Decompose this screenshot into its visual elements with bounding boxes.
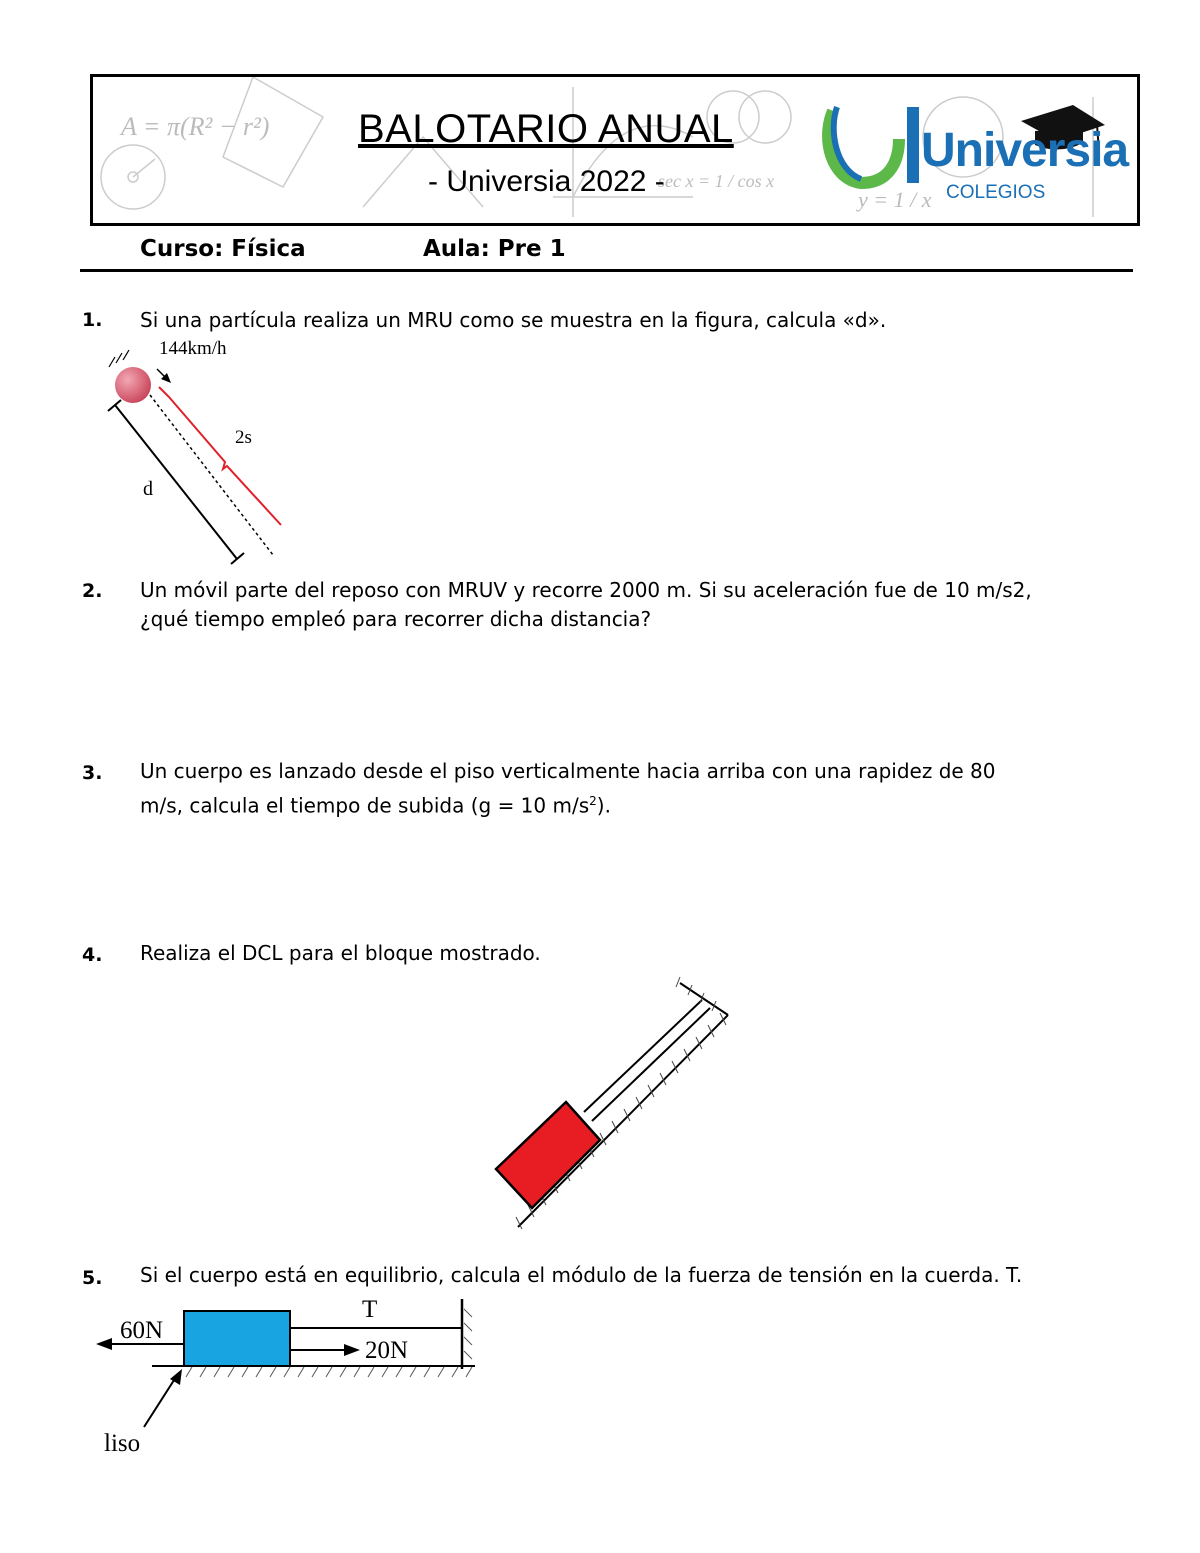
blue-block [184, 1311, 290, 1366]
time-label: 2s [235, 427, 252, 448]
question-3-text-line1: Un cuerpo es lanzado desde el piso verticalmente hacia arriba con una rapidez de 80 [140, 759, 996, 783]
question-2-number: 2. [82, 580, 103, 602]
particle-ball [115, 367, 151, 403]
logo-subtitle: COLEGIOS [946, 182, 1046, 203]
time-bracket [159, 387, 281, 525]
decor-formula-sec: sec x = 1 / cos x [658, 171, 775, 191]
question-3-text-line2 [140, 786, 611, 821]
question-5-text: Si el cuerpo está en equilibrio, calcula el módulo de la fuerza de tensión en la cuerda. T. [140, 1263, 1023, 1287]
label-liso: liso [104, 1430, 141, 1457]
motion-lines-icon [109, 350, 129, 367]
decor-formula-y: y = 1 / x [858, 187, 932, 212]
question-2-text-line2: ¿qué tiempo empleó para recorrer dicha distancia? [140, 607, 652, 631]
speed-label: 144km/h [159, 338, 227, 359]
rope-line-2 [592, 1008, 710, 1121]
header-divider [80, 269, 1133, 272]
page-subtitle: - Universia 2022 - [428, 165, 665, 198]
label-tension: T [362, 1296, 378, 1323]
question-3-text-part2: ). [596, 793, 611, 818]
universia-logo [821, 99, 1129, 209]
figure-equilibrium [90, 1293, 490, 1463]
question-5-number: 5. [82, 1267, 103, 1289]
course-label: Curso: Física [140, 236, 306, 262]
rope-line-1 [584, 1000, 702, 1112]
question-3-text-part1: m/s, calcula el tiempo de subida (g = 10 m/s [140, 793, 590, 818]
question-1-number: 1. [82, 309, 103, 331]
pointer-arrow [144, 1377, 176, 1427]
question-2-text-line1: Un móvil parte del reposo con MRUV y recorre 2000 m. Si su aceleración fue de 10 m/s2, [140, 578, 1032, 602]
question-4-text: Realiza el DCL para el bloque mostrado. [140, 941, 541, 965]
distance-label: d [143, 478, 153, 500]
figure-incline-block [480, 965, 750, 1235]
question-3-number: 3. [82, 762, 103, 784]
path-dashed-line [150, 395, 273, 555]
question-1-text: Si una partícula realiza un MRU como se muestra en la figura, calcula «d». [140, 308, 887, 332]
decor-formula-a: A = π(R² − r²) [121, 112, 270, 141]
page-title: BALOTARIO ANUAL [358, 107, 734, 151]
question-4-number: 4. [82, 944, 103, 966]
room-label: Aula: Pre 1 [423, 236, 566, 262]
wall-top [680, 983, 728, 1015]
label-60n: 60N [120, 1317, 164, 1344]
logo-brand: Universia [921, 124, 1129, 177]
question-3-superscript: 2 [589, 794, 597, 808]
figure-mru-diagram [95, 335, 315, 570]
red-block [496, 1102, 600, 1208]
label-20n: 20N [365, 1337, 409, 1364]
header-banner [90, 74, 1140, 226]
